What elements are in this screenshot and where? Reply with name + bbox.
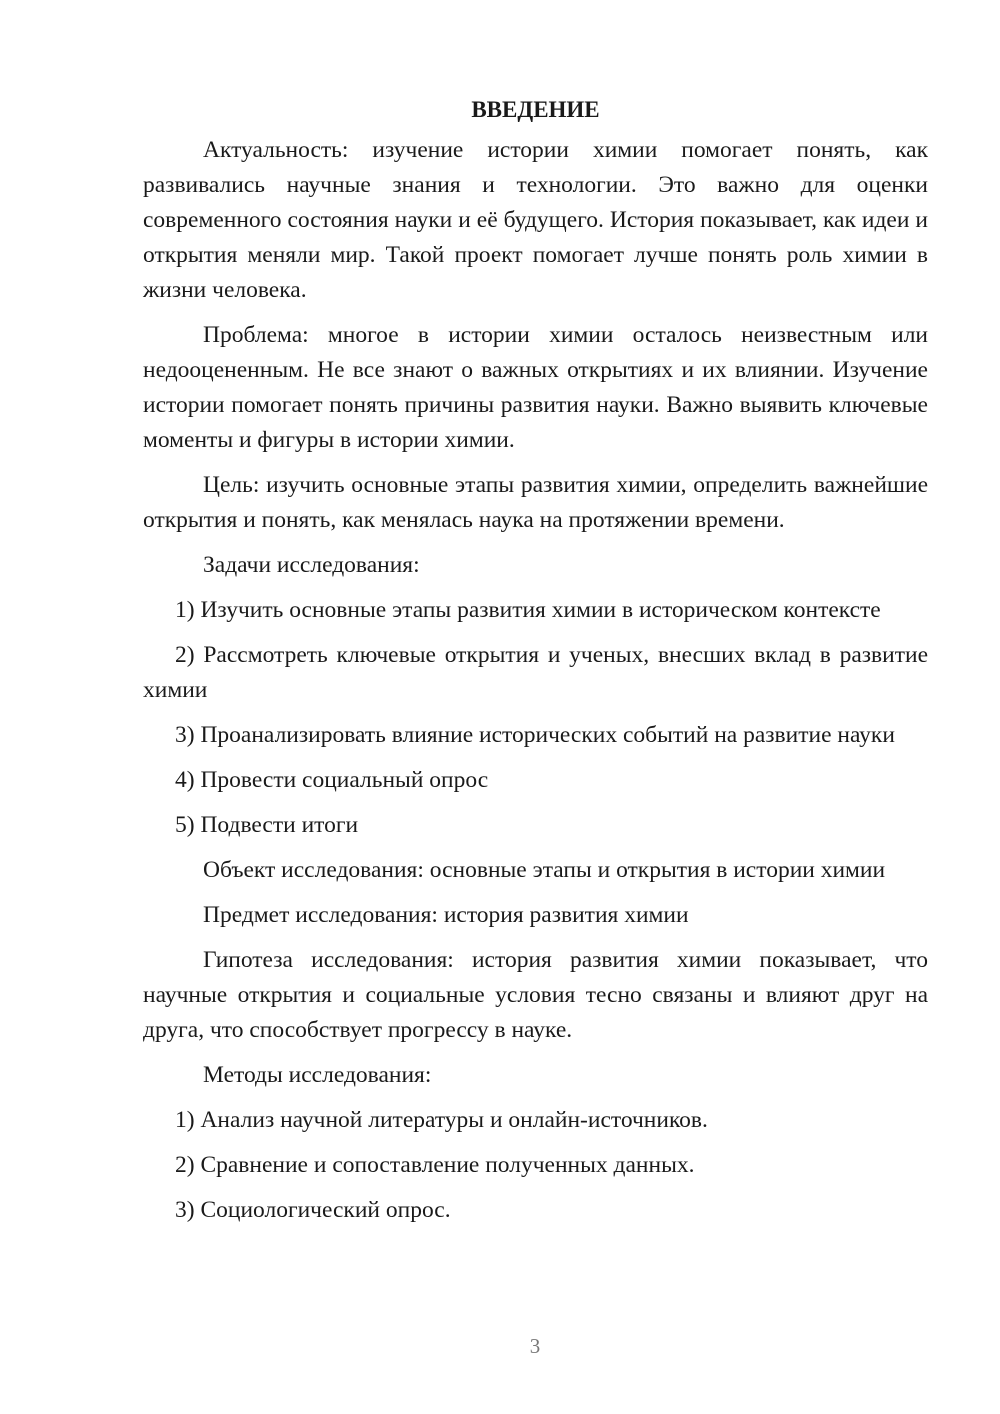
section-title: ВВЕДЕНИЕ [471, 97, 600, 122]
tasks-heading: Задачи исследования: [203, 552, 420, 578]
method-item-3: 3) Социологический опрос. [175, 1197, 451, 1223]
problem-paragraph: Проблема: многое в истории химии осталось неизвестным или недооцененным. Не все знают о важных открытиях и их влиянии. Изучение истории помогает понять причины развития науки. Важно выявить ключевые моменты и фигуры в истории химии. [143, 322, 928, 453]
task-item-1: 1) Изучить основные этапы развития химии в историческом контексте [175, 597, 881, 623]
document-page [143, 92, 928, 1238]
page-number: 3 [529, 1334, 541, 1358]
task-item-3: 3) Проанализировать влияние исторических событий на развитие науки [175, 722, 895, 748]
research-object: Объект исследования: основные этапы и открытия в истории химии [203, 857, 886, 883]
task-item-2: 2) Рассмотреть ключевые открытия и ученых, внесших вклад в развитие химии [143, 642, 928, 703]
method-item-2: 2) Сравнение и сопоставление полученных данных. [175, 1152, 695, 1178]
task-item-4: 4) Провести социальный опрос [175, 767, 489, 793]
goal-paragraph: Цель: изучить основные этапы развития химии, определить важнейшие открытия и понять, как менялась наука на протяжении времени. [143, 472, 928, 533]
method-item-1: 1) Анализ научной литературы и онлайн-источников. [175, 1107, 708, 1133]
hypothesis-paragraph: Гипотеза исследования: история развития химии показывает, что научные открытия и социальные условия тесно связаны и влияют друг на друга, что способствует прогрессу в науке. [143, 947, 928, 1043]
relevance-paragraph: Актуальность: изучение истории химии помогает понять, как развивались научные знания и технологии. Это важно для оценки современного состояния науки и её будущего. История показывает, как идеи и открытия меняли мир. Такой проект помогает лучше понять роль химии в жизни человека. [143, 137, 928, 303]
research-subject: Предмет исследования: история развития химии [203, 902, 689, 928]
task-item-5: 5) Подвести итоги [175, 812, 359, 838]
methods-heading: Методы исследования: [203, 1062, 432, 1088]
